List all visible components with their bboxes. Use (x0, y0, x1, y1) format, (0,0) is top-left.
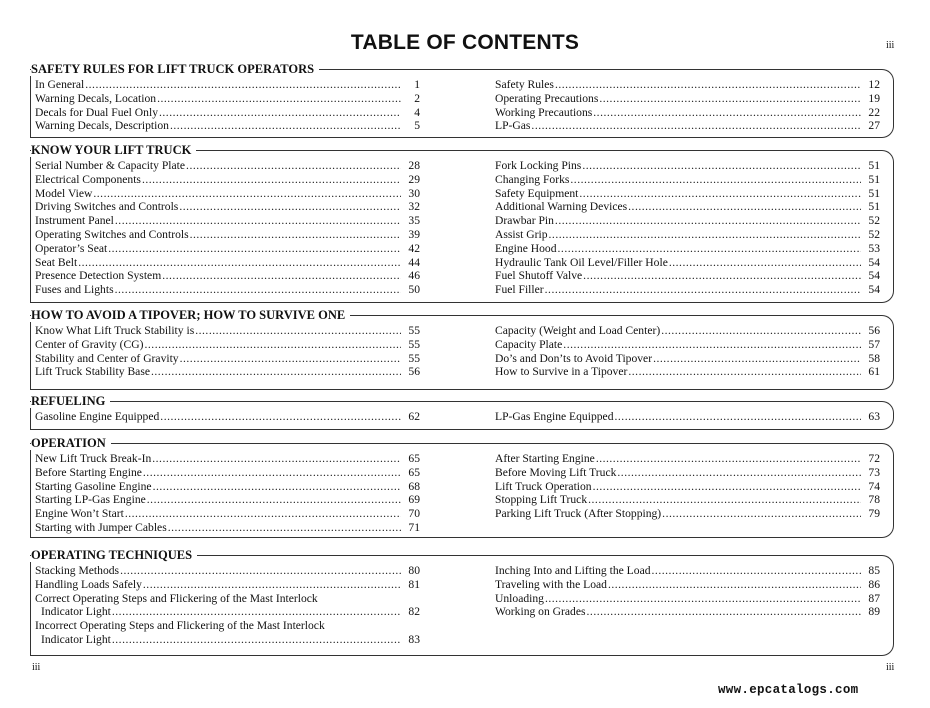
dot-leader (190, 228, 401, 242)
toc-entry[interactable] (495, 214, 880, 228)
toc-entry-label: Driving Switches and Controls (35, 200, 179, 214)
toc-entry-label: LP-Gas Engine Equipped (495, 410, 614, 423)
toc-entry-label: Indicator Light (41, 632, 111, 646)
toc-entry[interactable] (35, 92, 420, 106)
section-heading: KNOW YOUR LIFT TRUCK (31, 143, 196, 157)
toc-entry[interactable] (495, 324, 880, 338)
toc-entry-label: Operating Switches and Controls (35, 227, 189, 241)
toc-column-left (35, 564, 420, 647)
page-title: TABLE OF CONTENTS (350, 31, 580, 54)
dot-leader (555, 78, 861, 92)
toc-entry[interactable] (495, 507, 880, 521)
toc-entry[interactable] (495, 352, 880, 366)
dot-leader (661, 324, 861, 338)
dot-leader (615, 410, 862, 424)
toc-entry[interactable] (35, 619, 420, 633)
dot-leader (599, 92, 861, 106)
dot-leader (179, 200, 401, 214)
toc-entry[interactable] (35, 200, 420, 214)
toc-entry-page: 79 (868, 507, 880, 521)
toc-entry-page: 44 (408, 255, 420, 269)
toc-entry-page: 52 (868, 214, 880, 228)
toc-entry-label: Working on Grades (495, 605, 586, 619)
toc-entry-page: 54 (868, 269, 880, 283)
toc-entry-page: 74 (868, 479, 880, 493)
toc-entry-page: 89 (868, 605, 880, 619)
page-number-top: iii (886, 40, 895, 51)
toc-entry-page: 65 (408, 465, 420, 479)
dot-leader (593, 106, 861, 120)
toc-entry[interactable] (35, 365, 420, 379)
toc-entry-label: Electrical Components (35, 172, 141, 186)
toc-entry-label: Inching Into and Lifting the Load (495, 564, 651, 577)
toc-section (30, 394, 894, 430)
toc-column-right (495, 452, 880, 521)
toc-entry-label: In General (35, 78, 85, 91)
toc-entry-label: Starting LP-Gas Engine (35, 493, 146, 507)
dot-leader (549, 228, 861, 242)
dot-leader (579, 187, 861, 201)
dot-leader (93, 187, 401, 201)
toc-entry-page: 81 (408, 577, 420, 591)
toc-entry-label: After Starting Engine (495, 452, 595, 465)
section-heading: OPERATION (31, 436, 111, 450)
toc-entry-label: Changing Forks (495, 172, 570, 186)
toc-entry-label: Capacity Plate (495, 337, 563, 351)
toc-entry[interactable] (35, 78, 420, 92)
dot-leader (596, 452, 861, 466)
dot-leader (159, 106, 401, 120)
dot-leader (555, 214, 861, 228)
toc-section (30, 548, 894, 656)
toc-entry[interactable] (35, 480, 420, 494)
toc-entry[interactable] (35, 592, 420, 606)
toc-entry[interactable] (35, 521, 420, 535)
toc-entry[interactable] (35, 214, 420, 228)
page-number-bottom-right: iii (886, 662, 895, 673)
toc-entry-label: Starting Gasoline Engine (35, 479, 152, 493)
toc-entry-label: Instrument Panel (35, 214, 114, 228)
toc-entry[interactable] (35, 493, 420, 507)
toc-entry[interactable] (35, 452, 420, 466)
toc-entry-label: Parking Lift Truck (After Stopping) (495, 507, 662, 521)
dot-leader (143, 578, 401, 592)
toc-entry-page: 86 (868, 577, 880, 591)
dot-leader (147, 493, 401, 507)
toc-entry-page: 54 (868, 255, 880, 269)
toc-entry-label: Engine Hood (495, 241, 557, 255)
toc-entry-label: Hydraulic Tank Oil Level/Filler Hole (495, 255, 668, 269)
toc-entry[interactable] (495, 493, 880, 507)
toc-entry-page: 35 (408, 214, 420, 228)
dot-leader (582, 159, 861, 173)
toc-entry-page: 56 (408, 365, 420, 379)
toc-entry-page: 28 (408, 159, 420, 172)
toc-entry-label: Know What Lift Truck Stability is (35, 324, 195, 337)
toc-entry-page: 57 (868, 337, 880, 351)
dot-leader (545, 592, 861, 606)
dot-leader (152, 452, 401, 466)
toc-entry-label: Model View (35, 186, 93, 200)
toc-entry-page: 69 (408, 493, 420, 507)
dot-leader (153, 480, 401, 494)
toc-entry-page: 42 (408, 241, 420, 255)
toc-entry-label: Drawbar Pin (495, 214, 554, 228)
toc-entry-page: 83 (408, 632, 420, 646)
toc-entry-label: Safety Rules (495, 78, 554, 91)
toc-entry-label: Safety Equipment (495, 186, 579, 200)
toc-entry[interactable] (495, 269, 880, 283)
toc-entry[interactable] (35, 173, 420, 187)
toc-entry[interactable] (495, 466, 880, 480)
dot-leader (170, 119, 401, 133)
dot-leader (157, 92, 401, 106)
toc-section (30, 143, 894, 303)
toc-column-left (35, 324, 420, 379)
toc-entry-page: 73 (868, 465, 880, 479)
toc-column-left (35, 410, 420, 424)
toc-entry-page: 52 (868, 227, 880, 241)
toc-entry[interactable] (35, 269, 420, 283)
dot-leader (115, 214, 401, 228)
dot-leader (180, 352, 401, 366)
toc-entry-page: 85 (868, 564, 880, 577)
section-heading: HOW TO AVOID A TIPOVER; HOW TO SURVIVE ONE (31, 308, 350, 322)
toc-entry[interactable] (35, 256, 420, 270)
toc-column-left (35, 78, 420, 133)
toc-column-right (495, 564, 880, 619)
dot-leader (142, 173, 401, 187)
dot-leader (78, 256, 401, 270)
dot-leader (162, 269, 401, 283)
toc-entry-label: Lift Truck Operation (495, 479, 592, 493)
toc-entry[interactable] (495, 159, 880, 173)
toc-entry[interactable] (495, 78, 880, 92)
toc-entry-page: 30 (408, 186, 420, 200)
toc-entry-label: Assist Grip (495, 227, 548, 241)
toc-entry-page: 32 (408, 200, 420, 214)
dot-leader (531, 119, 861, 133)
section-heading: SAFETY RULES FOR LIFT TRUCK OPERATORS (31, 62, 319, 76)
toc-entry-label: Correct Operating Steps and Flickering of the Mast Interlock (35, 591, 318, 605)
toc-entry-label: Center of Gravity (CG) (35, 337, 144, 351)
section-heading: OPERATING TECHNIQUES (31, 548, 197, 562)
page-number-bottom-left: iii (32, 662, 41, 673)
toc-entry-label: Operator’s Seat (35, 241, 108, 255)
toc-entry-page: 12 (868, 78, 880, 91)
toc-entry-label: Incorrect Operating Steps and Flickering of the Mast Interlock (35, 619, 325, 633)
dot-leader (112, 633, 401, 647)
watermark: www.epcatalogs.com (718, 683, 859, 697)
toc-entry-label: Fuel Shutoff Valve (495, 269, 583, 283)
toc-entry[interactable] (35, 324, 420, 338)
toc-entry[interactable] (35, 605, 420, 619)
dot-leader (108, 242, 401, 256)
toc-entry-page: 82 (408, 605, 420, 619)
toc-entry-page: 51 (868, 200, 880, 214)
toc-entry-label: How to Survive in a Tipover (495, 365, 628, 379)
toc-entry[interactable] (495, 365, 880, 379)
toc-entry[interactable] (35, 410, 420, 424)
toc-entry[interactable] (495, 564, 880, 578)
dot-leader (145, 338, 402, 352)
dot-leader (112, 605, 401, 619)
toc-column-right (495, 324, 880, 379)
toc-entry-page: 2 (414, 91, 420, 105)
toc-entry-label: Engine Won’t Start (35, 507, 124, 521)
toc-entry-page: 68 (408, 479, 420, 493)
dot-leader (143, 466, 401, 480)
toc-entry[interactable] (35, 352, 420, 366)
toc-entry[interactable] (35, 564, 420, 578)
toc-entry[interactable] (495, 200, 880, 214)
toc-entry-page: 53 (868, 241, 880, 255)
dot-leader (558, 242, 861, 256)
toc-entry-page: 65 (408, 452, 420, 465)
toc-entry[interactable] (495, 338, 880, 352)
toc-entry-page: 55 (408, 351, 420, 365)
toc-entry-page: 29 (408, 172, 420, 186)
dot-leader (151, 365, 401, 379)
toc-entry-page: 56 (868, 324, 880, 337)
toc-entry[interactable] (35, 507, 420, 521)
toc-entry-page: 4 (414, 105, 420, 119)
toc-entry[interactable] (495, 119, 880, 133)
toc-entry[interactable] (35, 283, 420, 297)
toc-entry[interactable] (495, 283, 880, 297)
toc-entry-label: Handling Loads Safely (35, 577, 142, 591)
dot-leader (168, 521, 401, 535)
toc-column-left (35, 159, 420, 297)
toc-column-right (495, 78, 880, 133)
toc-entry[interactable] (495, 242, 880, 256)
toc-entry-page: 58 (868, 351, 880, 365)
toc-entry[interactable] (35, 578, 420, 592)
toc-entry-page: 51 (868, 186, 880, 200)
dot-leader (608, 578, 861, 592)
toc-entry-page: 51 (868, 172, 880, 186)
dot-leader (587, 605, 861, 619)
toc-entry-page: 71 (408, 520, 420, 534)
toc-entry[interactable] (35, 119, 420, 133)
toc-entry-label: Capacity (Weight and Load Center) (495, 324, 661, 337)
dot-leader (195, 324, 401, 338)
toc-entry-label: Presence Detection System (35, 269, 162, 283)
toc-entry-page: 51 (868, 159, 880, 172)
dot-leader (617, 466, 861, 480)
toc-entry-label: Stability and Center of Gravity (35, 351, 179, 365)
toc-entry[interactable] (495, 452, 880, 466)
toc-entry-page: 1 (414, 78, 420, 91)
toc-entry-label: Operating Precautions (495, 91, 599, 105)
toc-entry-page: 80 (408, 564, 420, 577)
toc-entry-label: Additional Warning Devices (495, 200, 628, 214)
toc-entry-label: Fork Locking Pins (495, 159, 582, 172)
toc-column-right (495, 159, 880, 297)
dot-leader (583, 269, 861, 283)
toc-entry-label: Gasoline Engine Equipped (35, 410, 160, 423)
dot-leader (653, 352, 861, 366)
toc-entry[interactable] (495, 92, 880, 106)
dot-leader (570, 173, 861, 187)
dot-leader (588, 493, 861, 507)
toc-entry-page: 55 (408, 324, 420, 337)
toc-entry-label: Traveling with the Load (495, 577, 607, 591)
toc-entry-page: 78 (868, 493, 880, 507)
toc-entry-page: 19 (868, 91, 880, 105)
dot-leader (125, 507, 401, 521)
toc-entry-label: Fuel Filler (495, 283, 544, 297)
dot-leader (669, 256, 861, 270)
dot-leader (120, 564, 401, 578)
toc-entry[interactable] (495, 106, 880, 120)
toc-entry-label: Decals for Dual Fuel Only (35, 105, 158, 119)
toc-entry-page: 5 (414, 119, 420, 133)
toc-entry-label: Fuses and Lights (35, 283, 114, 297)
toc-entry-label: LP-Gas (495, 119, 531, 133)
toc-entry-label: Serial Number & Capacity Plate (35, 159, 186, 172)
toc-entry-label: Warning Decals, Description (35, 119, 169, 133)
toc-entry-page: 72 (868, 452, 880, 465)
toc-entry[interactable] (495, 256, 880, 270)
dot-leader (160, 410, 401, 424)
toc-column-right (495, 410, 880, 424)
toc-entry-label: Warning Decals, Location (35, 91, 157, 105)
toc-entry-label: Indicator Light (41, 605, 111, 619)
toc-entry-page: 27 (868, 119, 880, 133)
dot-leader (85, 78, 401, 92)
toc-section (30, 436, 894, 538)
toc-entry-page: 61 (868, 365, 880, 379)
toc-entry-page: 46 (408, 269, 420, 283)
toc-entry-page: 54 (868, 283, 880, 297)
toc-entry[interactable] (35, 633, 420, 647)
toc-column-left (35, 452, 420, 535)
dot-leader (563, 338, 861, 352)
toc-entry[interactable] (495, 592, 880, 606)
toc-entry[interactable] (35, 187, 420, 201)
dot-leader (652, 564, 861, 578)
toc-entry[interactable] (495, 228, 880, 242)
toc-entry-label: Working Precautions (495, 105, 593, 119)
dot-leader (593, 480, 861, 494)
dot-leader (628, 365, 861, 379)
toc-entry-page: 39 (408, 227, 420, 241)
toc-section (30, 62, 894, 138)
toc-entry-page: 22 (868, 105, 880, 119)
dot-leader (662, 507, 861, 521)
toc-entry-label: Stacking Methods (35, 564, 120, 577)
toc-entry[interactable] (35, 106, 420, 120)
toc-entry[interactable] (495, 187, 880, 201)
toc-entry-page: 62 (408, 410, 420, 423)
toc-entry-label: Seat Belt (35, 255, 78, 269)
toc-entry-label: New Lift Truck Break-In (35, 452, 152, 465)
toc-entry[interactable] (495, 578, 880, 592)
toc-entry-page: 87 (868, 591, 880, 605)
toc-entry-page: 63 (868, 410, 880, 423)
toc-entry-page: 50 (408, 283, 420, 297)
toc-entry-label: Do’s and Don’ts to Avoid Tipover (495, 351, 653, 365)
section-heading: REFUELING (31, 394, 110, 408)
toc-entry-label: Before Starting Engine (35, 465, 142, 479)
toc-entry-label: Unloading (495, 591, 544, 605)
toc-entry[interactable] (35, 242, 420, 256)
toc-entry-label: Before Moving Lift Truck (495, 465, 617, 479)
toc-entry[interactable] (495, 173, 880, 187)
toc-entry-label: Lift Truck Stability Base (35, 365, 150, 379)
toc-entry[interactable] (495, 410, 880, 424)
dot-leader (186, 159, 401, 173)
dot-leader (115, 283, 401, 297)
toc-entry[interactable] (35, 159, 420, 173)
toc-entry[interactable] (495, 605, 880, 619)
toc-section (30, 308, 894, 390)
dot-leader (628, 200, 861, 214)
toc-entry-page: 55 (408, 337, 420, 351)
toc-entry[interactable] (35, 228, 420, 242)
dot-leader (545, 283, 861, 297)
toc-entry-label: Starting with Jumper Cables (35, 520, 167, 534)
toc-entry-label: Stopping Lift Truck (495, 493, 588, 507)
toc-entry[interactable] (495, 480, 880, 494)
toc-entry[interactable] (35, 338, 420, 352)
toc-entry[interactable] (35, 466, 420, 480)
toc-entry-page: 70 (408, 507, 420, 521)
